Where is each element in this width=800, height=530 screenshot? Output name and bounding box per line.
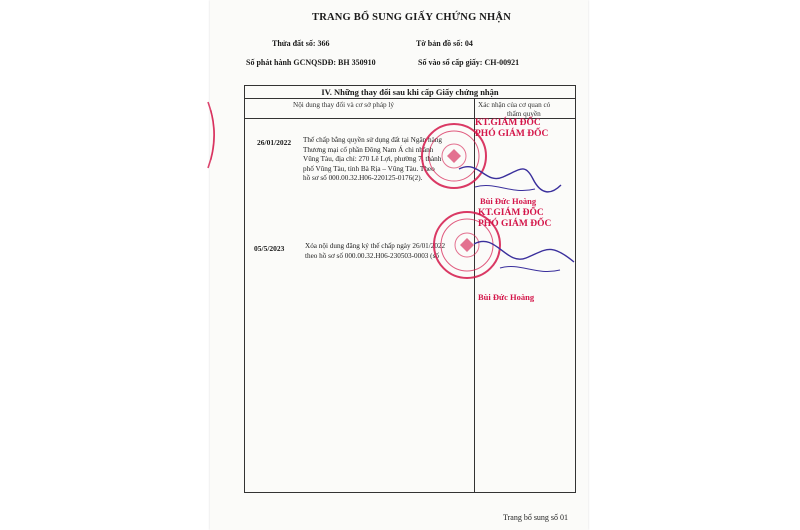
- certificate-issue-number: Số phát hành GCNQSDĐ: BH 350910: [246, 58, 376, 67]
- entry-date: 05/5/2023: [254, 244, 285, 253]
- parcel-number: Thửa đất số: 366: [272, 39, 330, 48]
- table-divider: [245, 98, 575, 99]
- entry-line: phố Vũng Tàu, tỉnh Bà Rịa – Vũng Tàu. Theo: [303, 164, 435, 173]
- entry-date: 26/01/2022: [257, 138, 292, 147]
- signer-name: Bùi Đức Hoàng: [478, 292, 535, 302]
- entry-line: Thế chấp bằng quyền sử dụng đất tại Ngân hàng: [303, 136, 443, 144]
- entry-line: hồ sơ số 000.00.32.H06-220125-0176(2).: [303, 174, 423, 183]
- signer-name: Bùi Đức Hoàng: [480, 196, 537, 206]
- stamp-title: [478, 208, 551, 230]
- entry-line: Xóa nội dung đăng ký thế chấp ngày 26/01/2022: [305, 242, 446, 250]
- entry-line: theo hồ sơ số 000.00.32.H06-230503-0003 (số: [305, 251, 439, 260]
- entry-line: Thương mại cổ phần Đông Nam Á chi nhánh: [303, 145, 434, 154]
- map-sheet-number: Tờ bản đồ số: 04: [416, 39, 473, 48]
- document-title: TRANG BỔ SUNG GIẤY CHỨNG NHẬN: [312, 12, 511, 23]
- stamp-line: PHÓ GIÁM ĐỐC: [478, 219, 552, 229]
- signature: [470, 232, 578, 282]
- entry-content: [305, 242, 445, 261]
- stamp-line: KT.GIÁM ĐỐC: [478, 208, 544, 218]
- column-header-confirm-cont: thẩm quyền: [507, 110, 541, 118]
- stamp-line: KT.GIÁM ĐỐC: [475, 118, 541, 128]
- page-footer: Trang bổ sung số 01: [503, 513, 569, 522]
- entry-line: Vũng Tàu, địa chỉ: 270 Lê Lợi, phường 7, thành: [303, 155, 442, 164]
- stamp-line: PHÓ GIÁM ĐỐC: [475, 129, 549, 139]
- column-header-confirm: Xác nhận của cơ quan có: [478, 101, 551, 109]
- edge-seal-fragment: [206, 100, 222, 175]
- section-title: IV. Những thay đổi sau khi cấp Giấy chứng nhận: [321, 87, 499, 97]
- stamp-title: [475, 118, 548, 140]
- register-number: Số vào sổ cấp giấy: CH-00921: [418, 58, 520, 67]
- column-header-content: Nội dung thay đổi và cơ sở pháp lý: [293, 101, 395, 109]
